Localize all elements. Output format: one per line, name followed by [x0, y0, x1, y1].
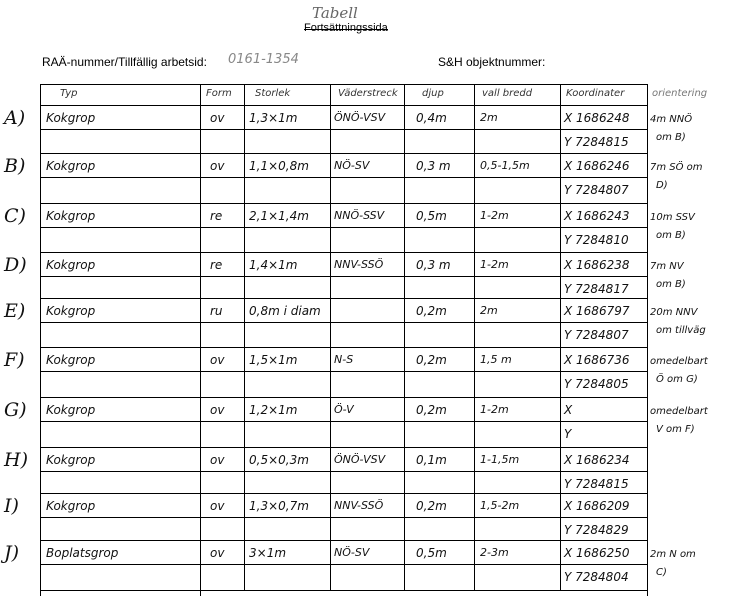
cell-typ: Kokgrop [46, 304, 96, 318]
cell-djup: 0,2m [416, 499, 447, 513]
cell-storlek: 1,1×0,8m [249, 159, 309, 173]
cell-coord-y: Y 7284815 [564, 477, 629, 491]
cell-coord-y: Y 7284805 [564, 377, 629, 391]
row-letter: H) [4, 449, 28, 471]
cell-vaderstrack: N-S [334, 353, 354, 366]
cell-coord-x: X 1686250 [564, 546, 630, 560]
cell-form: ov [210, 499, 225, 513]
cell-form: ru [210, 304, 223, 318]
cell-coord-x: X 1686248 [564, 111, 630, 125]
cell-storlek: 3×1m [249, 546, 287, 560]
cell-form: ov [210, 111, 225, 125]
cell-note-continued: om tillväg [656, 325, 706, 336]
row-letter: C) [4, 205, 26, 227]
cell-vaderstrack: NNV-SSÖ [334, 258, 384, 271]
cell-note-continued: om B) [656, 279, 686, 290]
cell-note: 7m SÖ om [650, 162, 703, 173]
cell-storlek: 1,3×0,7m [249, 499, 309, 513]
cell-coord-x: X 1686243 [564, 209, 630, 223]
cell-vaderstrack: NÖ-SV [334, 159, 370, 172]
cell-typ: Kokgrop [46, 353, 96, 367]
cell-typ: Kokgrop [46, 499, 96, 513]
cell-coord-x: X 1686238 [564, 258, 630, 272]
cell-djup: 0,2m [416, 353, 447, 367]
cell-vallbredd: 1,5-2m [480, 499, 520, 512]
header-orientering: orientering [652, 88, 708, 99]
cell-djup: 0,2m [416, 304, 447, 318]
cell-vaderstrack: ÖNÖ-VSV [334, 111, 386, 124]
cell-coord-y: Y [564, 427, 572, 441]
cell-coord-y: Y 7284815 [564, 135, 629, 149]
cell-vallbredd: 1,5 m [480, 353, 512, 366]
cell-coord-x: X 1686234 [564, 453, 630, 467]
cell-form: ov [210, 453, 225, 467]
cell-vallbredd: 1-1,5m [480, 453, 520, 466]
row-letter: B) [4, 155, 26, 177]
cell-note: 4m NNÖ [650, 114, 693, 125]
page-title: Tabell [312, 4, 358, 22]
cell-note-continued: D) [656, 180, 668, 191]
cell-coord-x: X 1686736 [564, 353, 630, 367]
cell-note-continued: om B) [656, 230, 686, 241]
cell-typ: Kokgrop [46, 111, 96, 125]
cell-typ: Kokgrop [46, 453, 96, 467]
sh-object-number-label: S&H objektnummer: [438, 55, 546, 69]
cell-coord-x: X [564, 403, 573, 417]
header-koordinater: Koordinater [566, 88, 625, 99]
cell-djup: 0,3 m [416, 159, 451, 173]
cell-vallbredd: 1-2m [480, 209, 509, 222]
header-vallbredd: vall bredd [482, 88, 533, 99]
cell-note: 20m NNV [650, 307, 698, 318]
header-typ: Typ [60, 88, 78, 99]
cell-djup: 0,3 m [416, 258, 451, 272]
subtitle-text: Fortsättningssida [304, 22, 388, 34]
cell-vallbredd: 1-2m [480, 403, 509, 416]
cell-djup: 0,2m [416, 403, 447, 417]
header-djup: djup [422, 88, 444, 99]
cell-vaderstrack: NNÖ-SSV [334, 209, 385, 222]
cell-coord-y: Y 7284807 [564, 328, 629, 342]
cell-coord-y: Y 7284817 [564, 282, 629, 296]
cell-typ: Kokgrop [46, 159, 96, 173]
cell-vallbredd: 2m [480, 304, 498, 317]
cell-storlek: 2,1×1,4m [249, 209, 309, 223]
cell-form: re [210, 258, 223, 272]
cell-typ: Boplatsgrop [46, 546, 119, 560]
cell-note: omedelbart [650, 356, 708, 367]
row-letter: D) [4, 254, 27, 276]
cell-coord-y: Y 7284804 [564, 570, 629, 584]
cell-form: ov [210, 159, 225, 173]
cell-vaderstrack: NNV-SSÖ [334, 499, 384, 512]
row-letter: I) [4, 495, 19, 517]
cell-vaderstrack: ÖNÖ-VSV [334, 453, 386, 466]
cell-vallbredd: 2m [480, 111, 498, 124]
cell-note: omedelbart [650, 406, 708, 417]
cell-vallbredd: 1-2m [480, 258, 509, 271]
raa-number-label: RAÄ-nummer/Tillfällig arbetsid: [42, 55, 207, 69]
row-letter: G) [4, 399, 27, 421]
cell-djup: 0,4m [416, 111, 447, 125]
row-letter: A) [4, 107, 26, 129]
cell-note: 7m NV [650, 261, 684, 272]
cell-typ: Kokgrop [46, 403, 96, 417]
cell-coord-y: Y 7284829 [564, 523, 629, 537]
header-storlek: Storlek [255, 88, 291, 99]
cell-storlek: 1,3×1m [249, 111, 298, 125]
raa-number-value: 0161-1354 [228, 52, 299, 67]
header-form: Form [206, 88, 232, 99]
cell-vaderstrack: NÖ-SV [334, 546, 370, 559]
cell-note-continued: om B) [656, 132, 686, 143]
cell-vaderstrack: Ö-V [334, 403, 354, 416]
cell-coord-x: X 1686209 [564, 499, 630, 513]
cell-djup: 0,5m [416, 209, 447, 223]
cell-storlek: 0,5×0,3m [249, 453, 309, 467]
page-subtitle [304, 22, 388, 34]
cell-vallbredd: 2-3m [480, 546, 509, 559]
cell-typ: Kokgrop [46, 258, 96, 272]
cell-note-continued: Ö om G) [656, 374, 698, 385]
row-letter: J) [4, 542, 20, 564]
cell-coord-x: X 1686246 [564, 159, 630, 173]
cell-form: ov [210, 353, 225, 367]
cell-note-continued: C) [656, 567, 667, 578]
cell-coord-x: X 1686797 [564, 304, 630, 318]
header-vaderstrack: Väderstreck [338, 88, 398, 99]
cell-storlek: 0,8m i diam [249, 304, 321, 318]
cell-coord-y: Y 7284807 [564, 183, 629, 197]
cell-form: ov [210, 546, 225, 560]
row-letter: F) [4, 349, 25, 371]
cell-note-continued: V om F) [656, 424, 695, 435]
row-letter: E) [4, 300, 26, 322]
cell-storlek: 1,2×1m [249, 403, 298, 417]
cell-form: re [210, 209, 223, 223]
cell-typ: Kokgrop [46, 209, 96, 223]
cell-note: 2m N om [650, 549, 696, 560]
cell-djup: 0,5m [416, 546, 447, 560]
cell-coord-y: Y 7284810 [564, 233, 629, 247]
cell-storlek: 1,5×1m [249, 353, 298, 367]
cell-djup: 0,1m [416, 453, 447, 467]
cell-vallbredd: 0,5-1,5m [480, 159, 530, 172]
cell-storlek: 1,4×1m [249, 258, 298, 272]
cell-form: ov [210, 403, 225, 417]
cell-note: 10m SSV [650, 212, 695, 223]
